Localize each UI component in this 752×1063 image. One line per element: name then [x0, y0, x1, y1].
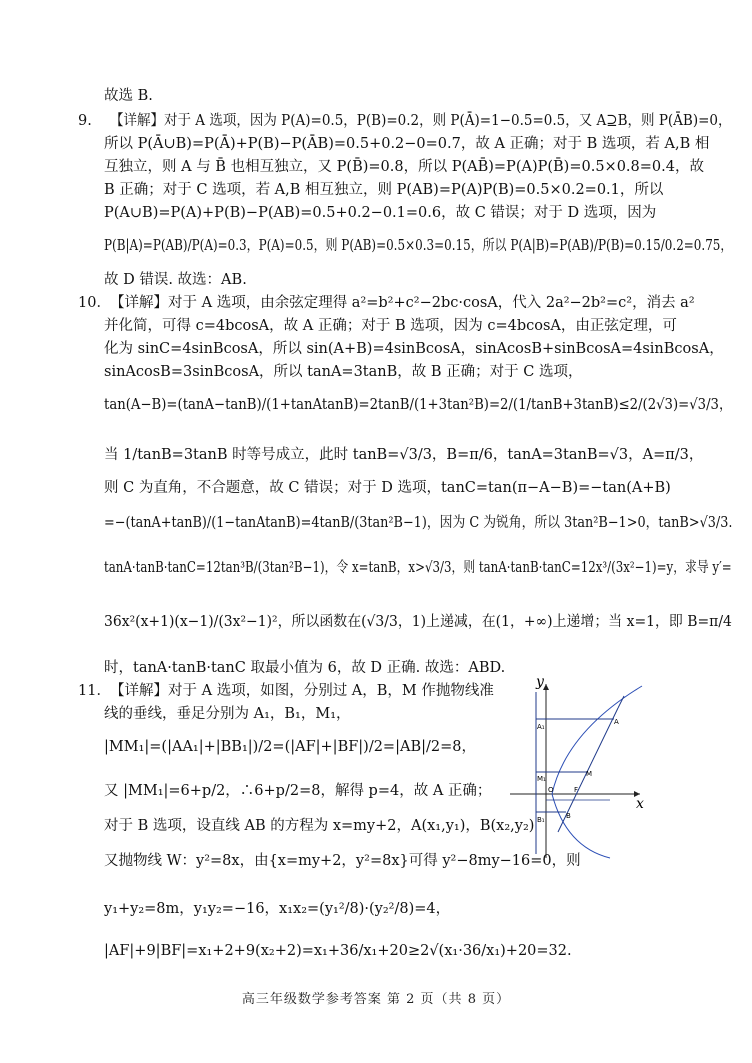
text-line: tanA·tanB·tanC=12tan³B/(3tan²B−1)，令 x=tanB，x>√3/3，则 tanA·tanB·tanC=12x³/(3x²−1)=y，求导 y′= — [104, 560, 732, 576]
label-o: O — [548, 786, 554, 794]
item-number: 9. — [78, 113, 92, 129]
text-line: y₁+y₂=8m，y₁y₂=−16，x₁x₂=(y₁²/8)·(y₂²/8)=4， — [104, 901, 451, 917]
text-line: 则 C 为直角，不合题意，故 C 错误；对于 D 选项，tanC=tan(π−A−B)=−tan(A+B) — [104, 480, 671, 496]
label-b1: B₁ — [537, 816, 545, 824]
text-line: 【详解】对于 A 选项，由余弦定理得 a²=b²+c²−2bc·cosA，代入 2a²−2b²=c²，消去 a² — [110, 295, 695, 311]
label-m1: M₁ — [537, 775, 546, 783]
label-f: F — [574, 786, 579, 794]
label-y-axis: y — [536, 674, 544, 690]
text-line: P(A∪B)=P(A)+P(B)−P(AB)=0.5+0.2−0.1=0.6，故 C 错误；对于 D 选项，因为 — [104, 205, 657, 221]
text-line: 36x²(x+1)(x−1)/(3x²−1)²，所以函数在(√3/3，1)上递减，在(1，+∞)上递增；当 x=1，即 B=π/4 — [104, 614, 732, 630]
text-line: |MM₁|=(|AA₁|+|BB₁|)/2=(|AF|+|BF|)/2=|AB|/2=8， — [104, 739, 476, 755]
text-line: P(B|A)=P(AB)/P(A)=0.3，P(A)=0.5，则 P(AB)=0.5×0.3=0.15，所以 P(A|B)=P(AB)/P(B)=0.15/0.2=0.75， — [104, 238, 733, 254]
item-number: 11． — [78, 683, 111, 699]
text-line: 又抛物线 W：y²=8x，由{x=my+2，y²=8x}可得 y²−8my−16=0，则 — [104, 853, 581, 869]
page-footer: 高三年级数学参考答案 第 2 页（共 8 页） — [241, 992, 511, 1007]
text-line: 化为 sinC=4sinBcosA，所以 sin(A+B)=4sinBcosA，sinAcosB+sinBcosA=4sinBcosA， — [104, 341, 724, 357]
label-x-axis: x — [636, 796, 644, 812]
parabola-figure — [506, 672, 652, 862]
text-line: 【详解】对于 A 选项，如图，分别过 A，B，M 作抛物线准 — [110, 683, 494, 699]
text-line: 故选 B. — [104, 88, 153, 104]
text-line: 当 1/tanB=3tanB 时等号成立，此时 tanB=√3/3，B=π/6，tanA=3tanB=√3，A=π/3， — [104, 447, 704, 463]
label-b: B — [566, 812, 571, 820]
text-line: =−(tanA+tanB)/(1−tanAtanB)=4tanB/(3tan²B−1)，因为 C 为锐角，所以 3tan²B−1>0，tanB>√3/3. — [104, 515, 733, 531]
text-line: |AF|+9|BF|=x₁+2+9(x₂+2)=x₁+36/x₁+20≥2√(x₁·36/x₁)+20=32. — [104, 943, 572, 959]
text-line: B 正确；对于 C 选项，若 A,B 相互独立，则 P(AB)=P(A)P(B)=0.5×0.2=0.1，所以 — [104, 182, 664, 198]
text-line: 故 D 错误. 故选：AB. — [104, 272, 247, 288]
label-a: A — [614, 718, 619, 726]
text-line: 【详解】对于 A 选项，因为 P(A)=0.5，P(B)=0.2，则 P(Ā)=1−0.5=0.5，又 A⊇B，则 P(ĀB)=0， — [110, 113, 732, 129]
text-line: 线的垂线，垂足分别为 A₁，B₁，M₁， — [104, 706, 351, 722]
text-line: 所以 P(Ā∪B)=P(Ā)+P(B)−P(ĀB)=0.5+0.2−0=0.7，故 A 正确；对于 B 选项，若 A,B 相 — [104, 136, 710, 152]
text-line: 时，tanA·tanB·tanC 取最小值为 6，故 D 正确. 故选：ABD. — [104, 660, 506, 676]
text-line: tan(A−B)=(tanA−tanB)/(1+tanAtanB)=2tanB/(1+3tan²B)=2/(1/tanB+3tanB)≤2/(2√3)=√3/3， — [104, 397, 733, 413]
text-line: 对于 B 选项，设直线 AB 的方程为 x=my+2，A(x₁,y₁)，B(x₂,y₂) — [104, 818, 535, 834]
text-line: 互独立，则 A 与 B̄ 也相互独立，又 P(B̄)=0.8，所以 P(AB̄)=P(A)P(B̄)=0.5×0.8=0.4，故 — [104, 159, 704, 175]
text-line: 并化简，可得 c=4bcosA，故 A 正确；对于 B 选项，因为 c=4bcosA，由正弦定理，可 — [104, 318, 677, 334]
label-a1: A₁ — [537, 723, 545, 731]
item-number: 10． — [78, 295, 111, 311]
text-line: 又 |MM₁|=6+p/2，∴6+p/2=8，解得 p=4，故 A 正确； — [104, 783, 492, 799]
text-line: sinAcosB=3sinBcosA，所以 tanA=3tanB，故 B 正确；对于 C 选项， — [104, 364, 583, 380]
label-m: M — [586, 770, 593, 778]
